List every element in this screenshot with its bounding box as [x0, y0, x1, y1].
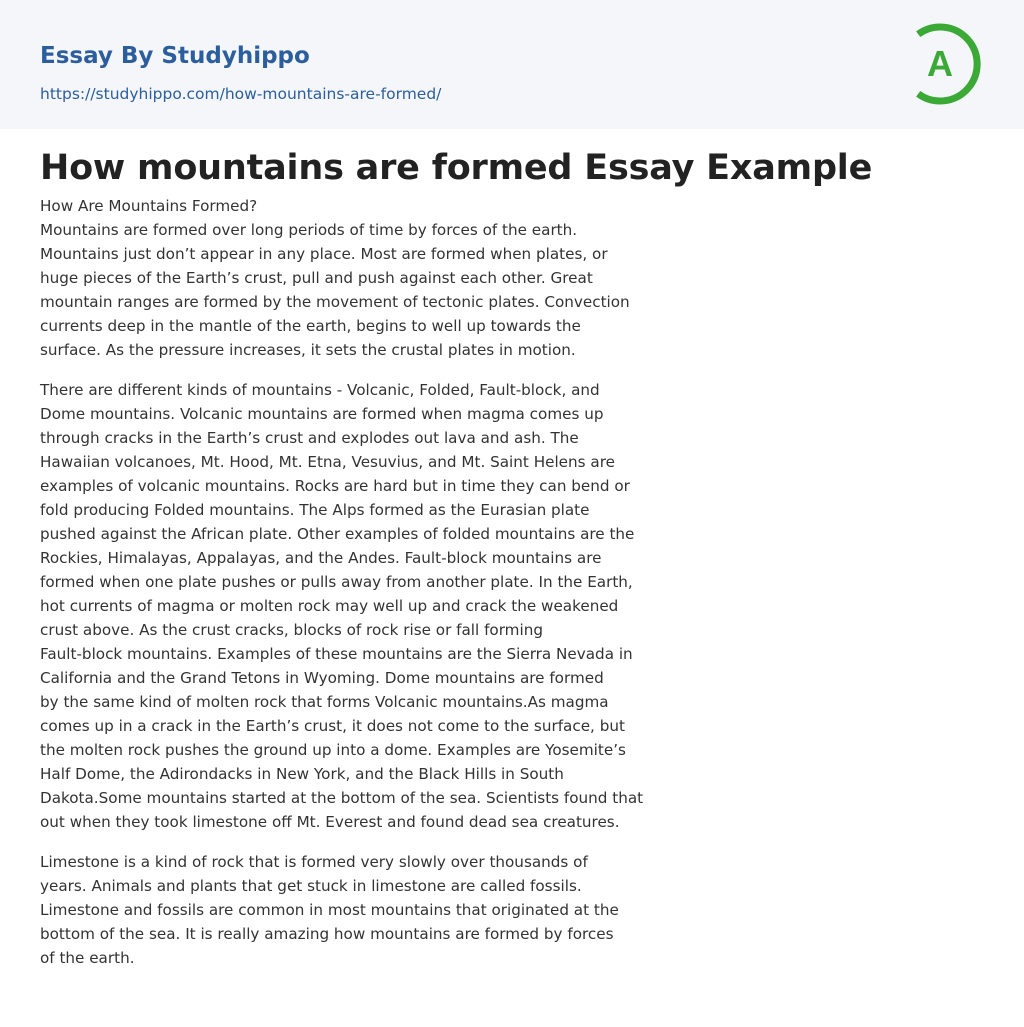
source-url-link[interactable]: https://studyhippo.com/how-mountains-are-formed/: [40, 85, 442, 103]
essay-line: California and the Grand Tetons in Wyoming. Dome mountains are formed: [40, 669, 604, 687]
logo-letter: A: [927, 43, 953, 84]
essay-line: There are different kinds of mountains - Volcanic, Folded, Fault-block, and: [40, 381, 600, 399]
essay-line: pushed against the African plate. Other examples of folded mountains are the: [40, 525, 635, 543]
essay-line: Limestone is a kind of rock that is formed very slowly over thousands of: [40, 853, 588, 871]
essay-line: out when they took limestone off Mt. Everest and found dead sea creatures.: [40, 813, 620, 831]
essay-line: How Are Mountains Formed?: [40, 197, 258, 215]
essay-line: mountain ranges are formed by the movement of tectonic plates. Convection: [40, 293, 630, 311]
essay-line: Mountains just don’t appear in any place. Most are formed when plates, or: [40, 245, 608, 263]
page-title: How mountains are formed Essay Example: [40, 148, 873, 188]
brand-title[interactable]: Essay By Studyhippo: [40, 43, 310, 69]
essay-line: Half Dome, the Adirondacks in New York, and the Black Hills in South: [40, 765, 564, 783]
essay-line: comes up in a crack in the Earth’s crust, it does not come to the surface, but: [40, 717, 625, 735]
essay-line: crust above. As the crust cracks, blocks of rock rise or fall forming: [40, 621, 543, 639]
essay-line: currents deep in the mantle of the earth, begins to well up towards the: [40, 317, 581, 335]
essay-line: the molten rock pushes the ground up into a dome. Examples are Yosemite’s: [40, 741, 626, 759]
essay-line: formed when one plate pushes or pulls away from another plate. In the Earth,: [40, 573, 633, 591]
essay-line: Dakota.Some mountains started at the bottom of the sea. Scientists found that: [40, 789, 644, 807]
essay-line: Dome mountains. Volcanic mountains are formed when magma comes up: [40, 405, 604, 423]
essay-line: fold producing Folded mountains. The Alps formed as the Eurasian plate: [40, 501, 590, 519]
essay-line: through cracks in the Earth’s crust and explodes out lava and ash. The: [40, 429, 579, 447]
essay-line: bottom of the sea. It is really amazing how mountains are formed by forces: [40, 925, 614, 943]
essay-body: [40, 194, 688, 986]
essay-line: of the earth.: [40, 949, 135, 967]
essay-paragraph: [40, 850, 688, 970]
essay-line: examples of volcanic mountains. Rocks are hard but in time they can bend or: [40, 477, 630, 495]
essay-line: Rockies, Himalayas, Appalayas, and the Andes. Fault-block mountains are: [40, 549, 602, 567]
essay-paragraph: [40, 194, 688, 362]
essay-line: hot currents of magma or molten rock may well up and crack the weakened: [40, 597, 619, 615]
essay-line: Hawaiian volcanoes, Mt. Hood, Mt. Etna, Vesuvius, and Mt. Saint Helens are: [40, 453, 615, 471]
studyhippo-logo-icon[interactable]: [906, 14, 992, 110]
essay-line: huge pieces of the Earth’s crust, pull and push against each other. Great: [40, 269, 593, 287]
essay-line: Mountains are formed over long periods of time by forces of the earth.: [40, 221, 578, 239]
essay-line: years. Animals and plants that get stuck in limestone are called fossils.: [40, 877, 582, 895]
essay-paragraph: [40, 378, 688, 834]
essay-line: Fault-block mountains. Examples of these mountains are the Sierra Nevada in: [40, 645, 633, 663]
essay-line: surface. As the pressure increases, it sets the crustal plates in motion.: [40, 341, 576, 359]
essay-line: Limestone and fossils are common in most mountains that originated at the: [40, 901, 619, 919]
essay-line: by the same kind of molten rock that forms Volcanic mountains.As magma: [40, 693, 609, 711]
page-header: [0, 0, 1024, 129]
